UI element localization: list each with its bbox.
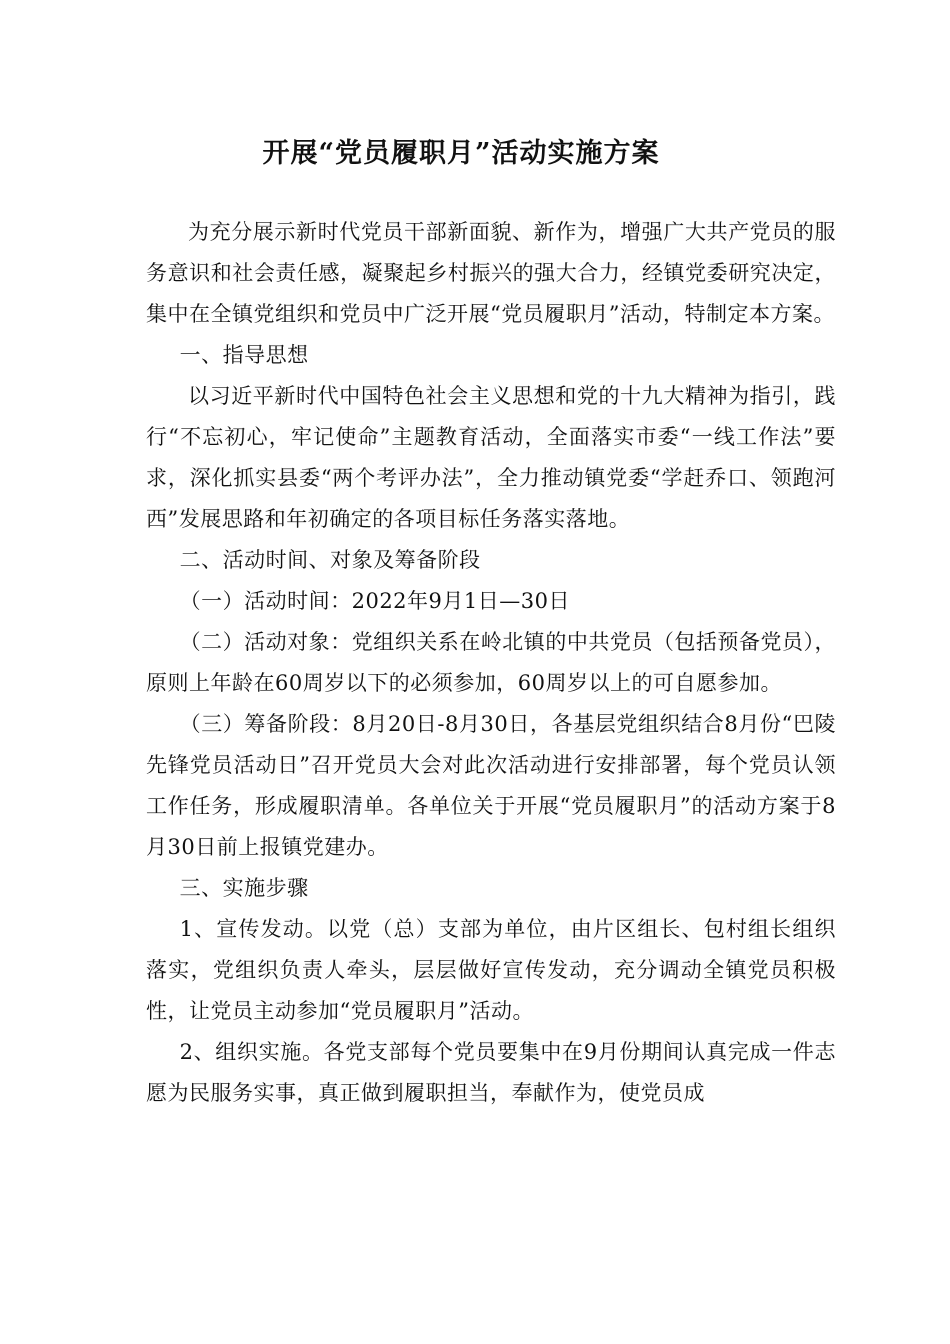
step-publicity-paragraph: 1、宣传发动。以党（总）支部为单位，由片区组长、包村组长组织落实，党组织负责人牵头，层层做好宣传发动，充分调动全镇党员积极性，让党员主动参加“党员履职月”活动。 xyxy=(146,917,836,1023)
section-heading-time-target-preparation: 二、活动时间、对象及筹备阶段 xyxy=(179,548,481,572)
document-title: 开展“党员履职月”活动实施方案 xyxy=(262,138,660,169)
guiding-ideology-paragraph: 以习近平新时代中国特色社会主义思想和党的十九大精神为指引，践行“不忘初心，牢记使命”主题教育活动，全面落实市委“一线工作法”要求，深化抓实县委“两个考评办法”，全力推动镇党委“学赶乔口、领跑河西”发展思路和年初确定的各项目标任务落实落地。 xyxy=(146,384,836,531)
intro-paragraph: 为充分展示新时代党员干部新面貌、新作为，增强广大共产党员的服务意识和社会责任感，凝聚起乡村振兴的强大合力，经镇党委研究决定，集中在全镇党组织和党员中广泛开展“党员履职月”活动，特制定本方案。 xyxy=(146,220,836,326)
document-body xyxy=(146,212,836,1114)
activity-target-paragraph: （二）活动对象：党组织关系在岭北镇的中共党员（包括预备党员），原则上年龄在60周岁以下的必须参加，60周岁以上的可自愿参加。 xyxy=(146,630,836,695)
preparation-stage-paragraph: （三）筹备阶段：8月20日-8月30日，各基层党组织结合8月份“巴陵先锋党员活动日”召开党员大会对此次活动进行安排部署，每个党员认领工作任务，形成履职清单。各单位关于开展“党员履职月”的活动方案于8月30日前上报镇党建办。 xyxy=(146,712,836,859)
section-heading-implementation-steps: 三、实施步骤 xyxy=(179,876,309,900)
section-heading-guiding-ideology: 一、指导思想 xyxy=(179,343,309,367)
step-organization-paragraph: 2、组织实施。各党支部每个党员要集中在9月份期间认真完成一件志愿为民服务实事，真正做到履职担当，奉献作为，使党员成 xyxy=(146,1040,836,1105)
activity-time-paragraph: （一）活动时间：2022年9月1日—30日 xyxy=(179,589,570,613)
